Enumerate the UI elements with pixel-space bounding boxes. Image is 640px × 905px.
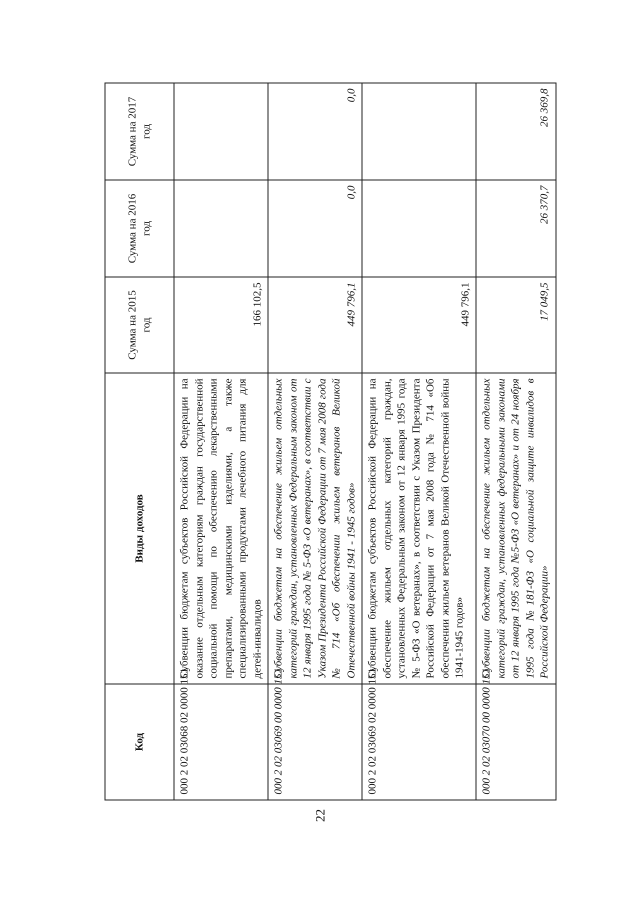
row-sum-2017 xyxy=(174,83,268,180)
row-sum-2016 xyxy=(362,180,476,277)
header-code: Код xyxy=(105,684,174,800)
header-sum-2017: Сумма на 2017 год xyxy=(105,83,174,180)
row-code: 000 2 02 03069 02 0000 151 xyxy=(362,684,476,800)
row-sum-2017: 26 369,8 xyxy=(476,83,556,180)
row-code: 000 2 02 03068 02 0000 151 xyxy=(174,684,268,800)
header-sum-2016: Сумма на 2016 год xyxy=(105,180,174,277)
row-sum-2017: 0,0 xyxy=(268,83,362,180)
revenue-table xyxy=(104,83,556,801)
header-revenue-type: Виды доходов xyxy=(105,373,174,684)
row-sum-2016 xyxy=(174,180,268,277)
table-header-row xyxy=(105,83,174,800)
row-sum-2015: 449 796,1 xyxy=(362,277,476,373)
row-code: 000 2 02 03070 00 0000 151 xyxy=(476,684,556,800)
page-number: 22 xyxy=(312,809,327,822)
row-description: Субвенции бюджетам на обеспечение жильем отдельных категорий граждан, установленных Федеральным законом от 12 января 1995 года № 5-ФЗ «О ветеранах», в соответствии с Указом Президента Российской Федерации от 7 мая 2008 года № 714 «Об обеспечении жильем ветеранов Великой Отечественной войны 1941 - 1945 годов» xyxy=(268,373,362,684)
row-sum-2015: 17 049,5 xyxy=(476,277,556,373)
rotated-table-frame xyxy=(104,84,550,829)
row-sum-2017 xyxy=(362,83,476,180)
row-code: 000 2 02 03069 00 0000 151 xyxy=(268,684,362,800)
row-sum-2016: 26 370,7 xyxy=(476,180,556,277)
table-row xyxy=(362,83,476,800)
row-description: Субвенции бюджетам субъектов Российской Федерации на оказание отдельным категориям граждан государственной социальной помощи по обеспечению лекарственными препаратами, медицинскими изделиями, а также специализированными продуктами лечебного питания для детей-инвалидов xyxy=(174,373,268,684)
table-row xyxy=(268,83,362,800)
row-sum-2015: 166 102,5 xyxy=(174,277,268,373)
row-description: Субвенции бюджетам на обеспечение жильем отдельных категорий граждан, установленных федеральными законами от 12 января 1995 года №5-ФЗ «О ветеранах» и от 24 ноября 1995 года №181-ФЗ «О социальной защите инвалидов в Российской Федерации» xyxy=(476,373,556,684)
row-sum-2015: 449 796,1 xyxy=(268,277,362,373)
header-sum-2015: Сумма на 2015 год xyxy=(105,277,174,373)
table-row xyxy=(476,83,556,800)
table-row xyxy=(174,83,268,800)
row-description: Субвенции бюджетам субъектов Российской Федерации на обеспечение жильем отдельных категорий граждан, установленных Федеральным законом от 12 января 1995 года № 5-ФЗ «О ветеранах», в соответствии с Указом Президента Российской Федерации от 7 мая 2008 года № 714 «Об обеспечении жильем ветеранов Великой Отечественной войны 1941-1945 годов» xyxy=(362,373,476,684)
row-sum-2016: 0,0 xyxy=(268,180,362,277)
